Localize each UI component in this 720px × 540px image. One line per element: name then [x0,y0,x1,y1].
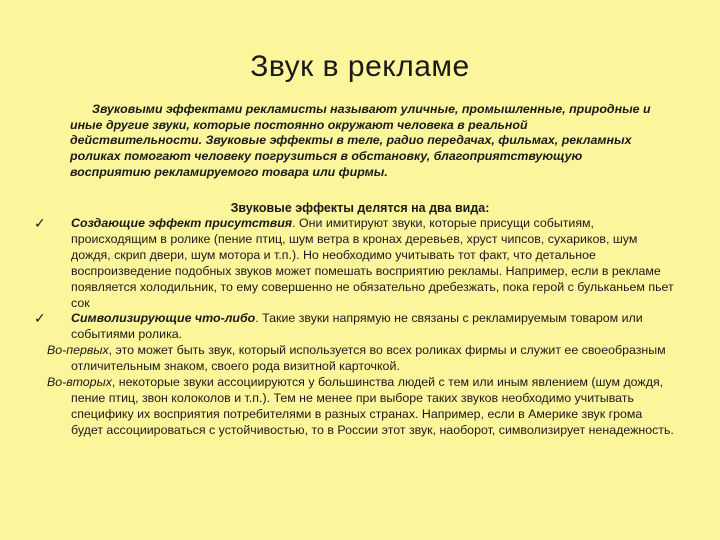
paragraph-lead: Во-вторых [47,375,112,390]
list-item [34,215,675,311]
slide-title: Звук в рекламе [250,50,470,83]
intro-paragraph: Звуковыми эффектами рекламисты называют уличные, промышленные, природные и иные другие звуки, которые постоянно окружают человека в реальной действительности. Звуковые эффекты в теле, радио передачах, фильмах, рекламных роликах помогают человеку погрузиться в обстановку, благоприятствующую восприятию рекламируемого товара или фирмы. [70,102,651,179]
paragraph [47,343,675,375]
list-item [34,310,675,343]
checkmark-icon: ✓ [34,310,46,327]
body-text [34,215,675,439]
item-lead: Символизирующие что-либо [71,311,256,326]
checkmark-icon: ✓ [34,215,46,231]
item-text: . Они имитируют звуки, которые присущи событиям, происходящим в ролике (пение птиц, шум ветра в кронах деревьев, хруст чипсов, сухариков, шум дождя, скрип двери, шум мотора и т.п.). Но необходимо учитывать тот факт, что детальное воспроизведение подобных звуков может помешать восприятию рекламы. Например, если в рекламе появляется холодильник, то ему совершенно не обязательно дребезжать, пока герой с бульканьем пьет сок [71,216,674,310]
paragraph-text: , некоторые звуки ассоциируются у большинства людей с тем или иным явлением (шум дождя, пение птиц, звон колоколов и т.п.). Тем не менее при выборе таких звуков необходимо учитывать специфику их восприятия потребителями в разных странах. Например, если в Америке звук грома будет ассоциироваться с устойчивостью, то в России этот звук, наоборот, символизирует ненадежность. [71,375,674,437]
subheading: Звуковые эффекты делятся на два вида: [230,201,490,215]
paragraph-lead: Во-первых [47,343,109,358]
item-lead: Создающие эффект присутствия [71,216,293,230]
paragraph-text: , это может быть звук, который используется во всех роликах фирмы и служит ее своеобразным отличительным знаком, своего рода визитной карточкой. [71,343,666,374]
paragraph [47,375,675,439]
item-text: . Такие звуки напрямую не связаны с рекламируемым товаром или событиями ролика. [71,311,643,342]
